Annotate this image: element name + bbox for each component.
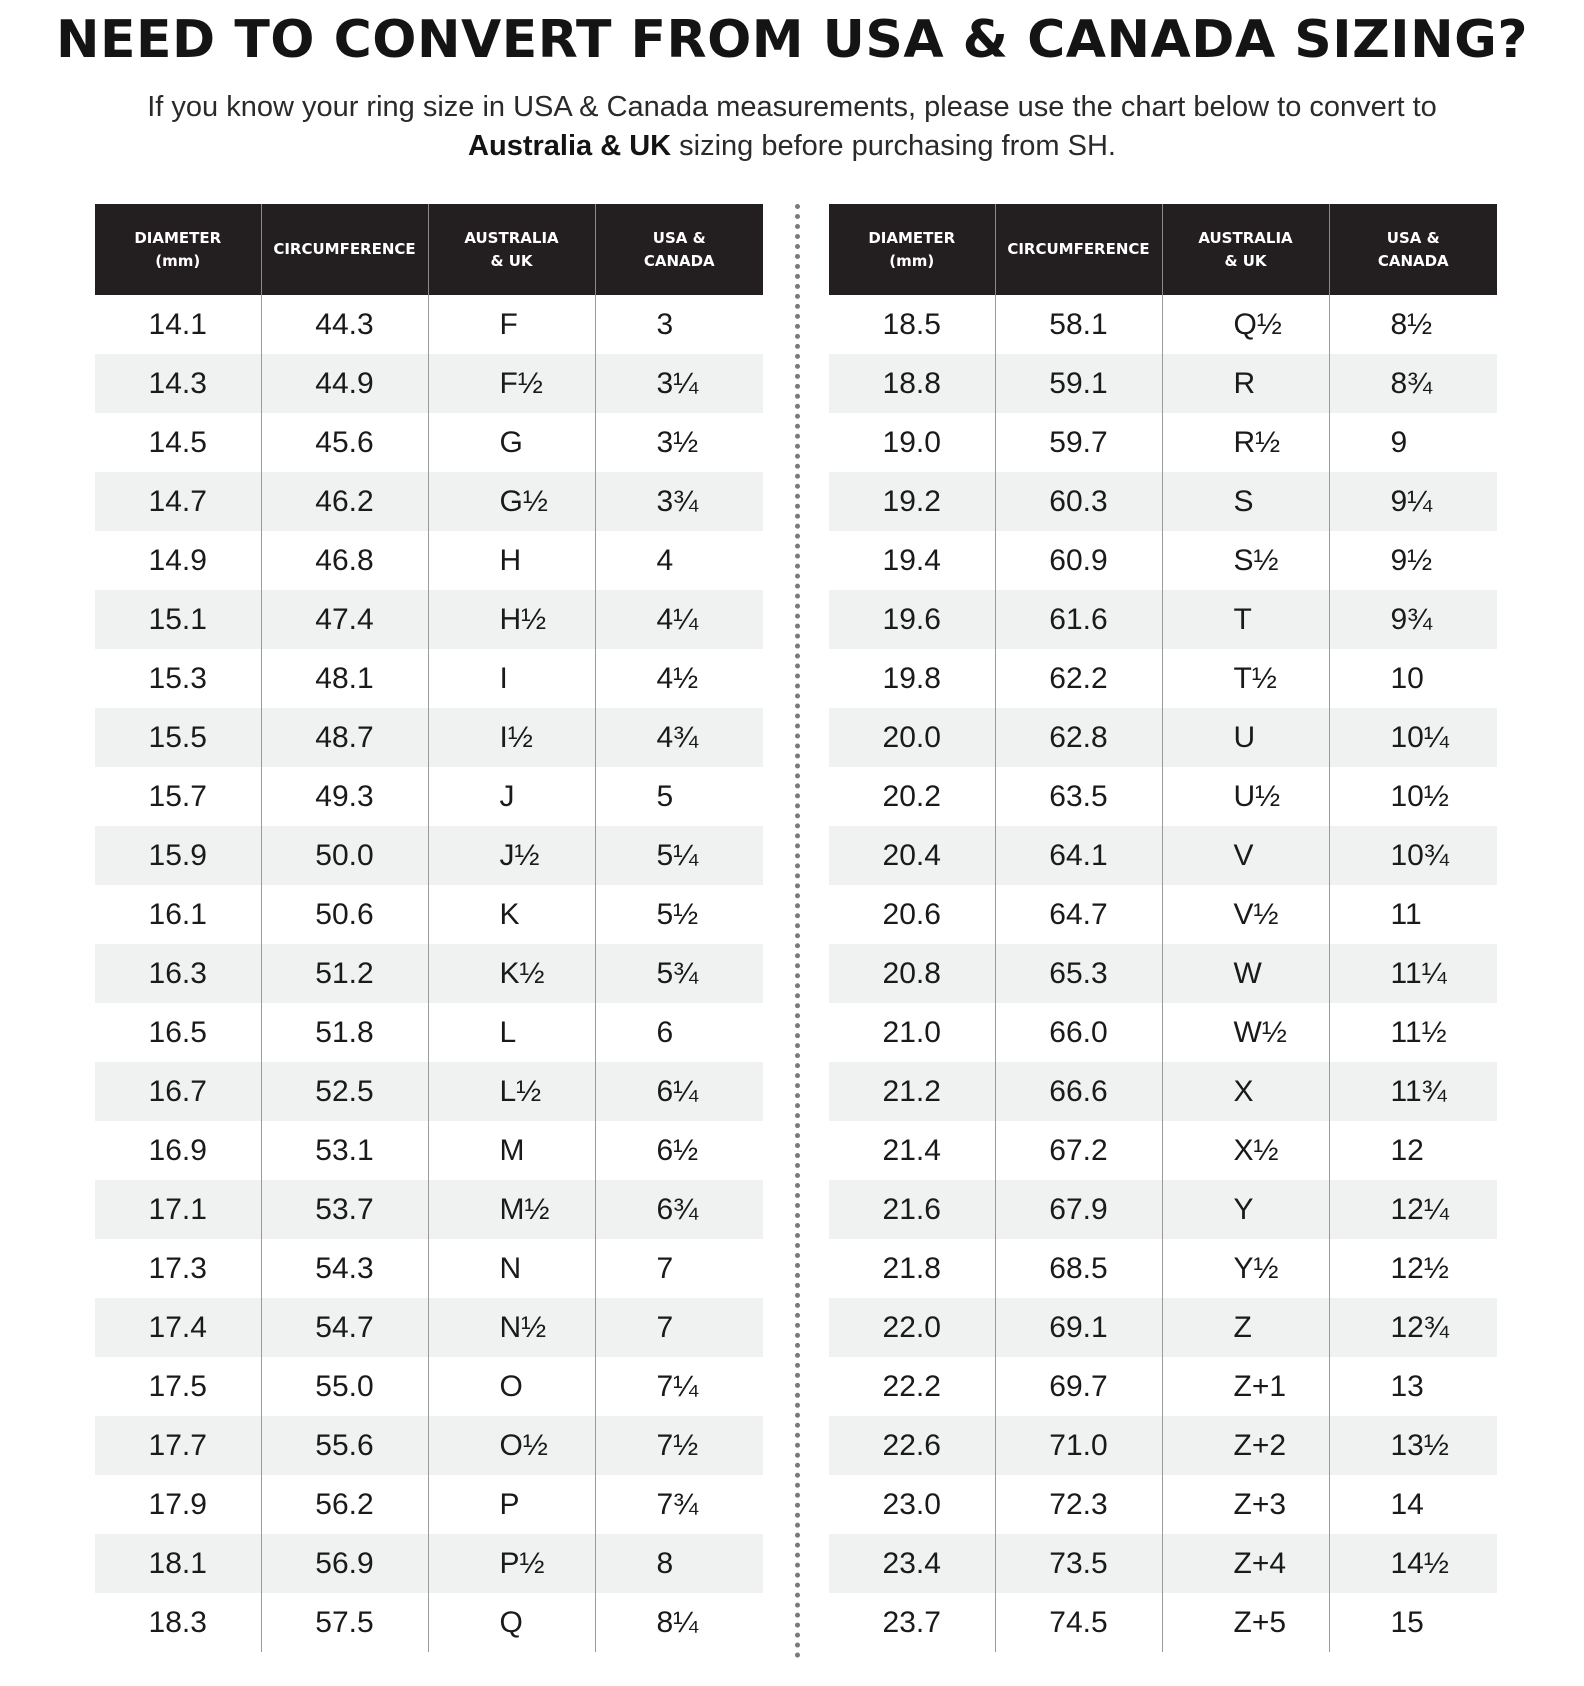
table-row xyxy=(95,1062,763,1121)
cell-circumference: 60.9 xyxy=(995,531,1162,590)
cell-circumference: 69.7 xyxy=(995,1357,1162,1416)
table-row xyxy=(829,1239,1497,1298)
cell-diameter: 16.3 xyxy=(95,944,261,1003)
cell-diameter: 17.1 xyxy=(95,1180,261,1239)
cell-diameter: 18.8 xyxy=(829,354,995,413)
table-row xyxy=(95,1298,763,1357)
table-row xyxy=(829,472,1497,531)
cell-circumference: 71.0 xyxy=(995,1416,1162,1475)
table-row xyxy=(95,1593,763,1652)
cell-usa-canada: 10½ xyxy=(1329,767,1497,826)
cell-diameter: 15.5 xyxy=(95,708,261,767)
table-row xyxy=(95,1239,763,1298)
cell-australia-uk: Z+5 xyxy=(1162,1593,1329,1652)
cell-australia-uk: Y xyxy=(1162,1180,1329,1239)
cell-circumference: 54.7 xyxy=(261,1298,428,1357)
cell-usa-canada: 4¼ xyxy=(595,590,763,649)
cell-australia-uk: I½ xyxy=(428,708,595,767)
table-row xyxy=(829,295,1497,354)
cell-usa-canada: 7 xyxy=(595,1239,763,1298)
col-header-australia-uk: AUSTRALIA & UK xyxy=(428,204,595,295)
cell-usa-canada: 12¼ xyxy=(1329,1180,1497,1239)
cell-australia-uk: U xyxy=(1162,708,1329,767)
cell-australia-uk: Q xyxy=(428,1593,595,1652)
cell-circumference: 62.8 xyxy=(995,708,1162,767)
cell-diameter: 23.0 xyxy=(882,1487,941,1521)
table-row xyxy=(95,885,763,944)
table-row xyxy=(95,1003,763,1062)
cell-usa-canada: 14½ xyxy=(1329,1534,1497,1593)
table-row xyxy=(95,1475,763,1534)
cell-circumference: 46.2 xyxy=(261,472,428,531)
cell-diameter: 17.7 xyxy=(95,1416,261,1475)
cell-australia-uk: Y½ xyxy=(1162,1239,1329,1298)
table-row xyxy=(829,649,1497,708)
cell-usa-canada: 5 xyxy=(595,767,763,826)
col-header-circumference: CIRCUMFERENCE xyxy=(261,204,428,295)
table-row xyxy=(95,472,763,531)
cell-australia-uk: X xyxy=(1162,1062,1329,1121)
table-row xyxy=(829,590,1497,649)
size-table-right xyxy=(829,204,1497,1652)
cell-circumference: 47.4 xyxy=(261,590,428,649)
cell-australia-uk: J½ xyxy=(428,826,595,885)
cell-diameter: 21.6 xyxy=(829,1180,995,1239)
cell-usa-canada: 9½ xyxy=(1329,531,1497,590)
table-header-row xyxy=(829,204,1497,295)
cell-diameter: 21.2 xyxy=(829,1062,995,1121)
cell-usa-canada: 8¼ xyxy=(595,1593,763,1652)
col-header-circumference: CIRCUMFERENCE xyxy=(995,204,1162,295)
cell-circumference: 59.7 xyxy=(995,413,1162,472)
cell-circumference: 44.9 xyxy=(261,354,428,413)
cell-circumference: 67.9 xyxy=(995,1180,1162,1239)
cell-australia-uk: R xyxy=(1162,354,1329,413)
cell-circumference: 64.1 xyxy=(995,826,1162,885)
cell-diameter: 20.8 xyxy=(829,944,995,1003)
cell-usa-canada: 7¼ xyxy=(595,1357,763,1416)
cell-diameter: 15.7 xyxy=(148,779,207,813)
table-row xyxy=(829,1003,1497,1062)
cell-diameter: 15.3 xyxy=(148,661,207,695)
cell-diameter: 19.2 xyxy=(829,472,995,531)
cell-diameter: 21.4 xyxy=(882,1133,941,1167)
cell-diameter: 20.0 xyxy=(829,708,995,767)
cell-circumference: 60.3 xyxy=(995,472,1162,531)
cell-circumference: 58.1 xyxy=(995,295,1162,354)
cell-usa-canada: 7¾ xyxy=(595,1475,763,1534)
cell-usa-canada: 13½ xyxy=(1329,1416,1497,1475)
table-row xyxy=(95,590,763,649)
table-row xyxy=(829,1475,1497,1534)
cell-circumference: 66.6 xyxy=(995,1062,1162,1121)
table-row xyxy=(95,531,763,590)
cell-australia-uk: P½ xyxy=(428,1534,595,1593)
cell-circumference: 54.3 xyxy=(261,1239,428,1298)
cell-circumference: 68.5 xyxy=(995,1239,1162,1298)
cell-circumference: 53.1 xyxy=(261,1121,428,1180)
cell-usa-canada: 8¾ xyxy=(1329,354,1497,413)
cell-australia-uk: K½ xyxy=(428,944,595,1003)
table-row xyxy=(829,413,1497,472)
cell-usa-canada: 13 xyxy=(1329,1357,1497,1416)
cell-diameter: 19.4 xyxy=(882,543,941,577)
col-header-australia-uk: AUSTRALIA & UK xyxy=(1162,204,1329,295)
cell-circumference: 69.1 xyxy=(995,1298,1162,1357)
cell-usa-canada: 8 xyxy=(595,1534,763,1593)
table-row xyxy=(829,826,1497,885)
cell-usa-canada: 12 xyxy=(1329,1121,1497,1180)
table-row xyxy=(95,1416,763,1475)
cell-circumference: 48.1 xyxy=(261,649,428,708)
cell-usa-canada: 6¼ xyxy=(595,1062,763,1121)
cell-diameter: 23.7 xyxy=(882,1605,941,1639)
table-row xyxy=(95,1357,763,1416)
cell-diameter: 14.1 xyxy=(148,307,207,341)
cell-diameter: 17.9 xyxy=(148,1487,207,1521)
cell-australia-uk: X½ xyxy=(1162,1121,1329,1180)
cell-circumference: 66.0 xyxy=(995,1003,1162,1062)
cell-circumference: 57.5 xyxy=(261,1593,428,1652)
cell-diameter: 15.1 xyxy=(95,590,261,649)
table-row xyxy=(95,767,763,826)
cell-usa-canada: 6 xyxy=(595,1003,763,1062)
cell-diameter: 16.7 xyxy=(95,1062,261,1121)
cell-australia-uk: N½ xyxy=(428,1298,595,1357)
table-row xyxy=(829,1062,1497,1121)
cell-diameter: 16.5 xyxy=(148,1015,207,1049)
cell-usa-canada: 7 xyxy=(595,1298,763,1357)
table-row xyxy=(829,531,1497,590)
subtitle-line-1: If you know your ring size in USA & Canada measurements, please use the chart below to convert to xyxy=(147,91,1437,123)
cell-circumference: 52.5 xyxy=(261,1062,428,1121)
cell-australia-uk: Q½ xyxy=(1162,295,1329,354)
table-header-row xyxy=(95,204,763,295)
cell-usa-canada: 5½ xyxy=(595,885,763,944)
cell-usa-canada: 9¼ xyxy=(1329,472,1497,531)
subtitle-line-2 xyxy=(0,127,1584,166)
cell-diameter: 17.4 xyxy=(95,1298,261,1357)
table-row xyxy=(95,826,763,885)
cell-australia-uk: S½ xyxy=(1162,531,1329,590)
table-row xyxy=(95,1180,763,1239)
table-row xyxy=(95,944,763,1003)
size-table-left xyxy=(95,204,763,1652)
table-row xyxy=(829,708,1497,767)
cell-usa-canada: 10 xyxy=(1329,649,1497,708)
cell-circumference: 51.2 xyxy=(261,944,428,1003)
cell-circumference: 53.7 xyxy=(261,1180,428,1239)
table-row xyxy=(829,1357,1497,1416)
table-row xyxy=(829,1416,1497,1475)
cell-diameter: 17.5 xyxy=(148,1369,207,1403)
cell-usa-canada: 4 xyxy=(595,531,763,590)
cell-circumference: 64.7 xyxy=(995,885,1162,944)
cell-usa-canada: 9¾ xyxy=(1329,590,1497,649)
cell-australia-uk: O xyxy=(428,1357,595,1416)
cell-australia-uk: Z+1 xyxy=(1162,1357,1329,1416)
table-row xyxy=(95,1121,763,1180)
cell-circumference: 51.8 xyxy=(261,1003,428,1062)
table-row xyxy=(829,1593,1497,1652)
cell-circumference: 55.0 xyxy=(261,1357,428,1416)
page-subtitle xyxy=(0,88,1584,166)
cell-australia-uk: G xyxy=(428,413,595,472)
cell-usa-canada: 15 xyxy=(1329,1593,1497,1652)
cell-australia-uk: T xyxy=(1162,590,1329,649)
cell-usa-canada: 11 xyxy=(1329,885,1497,944)
cell-australia-uk: P xyxy=(428,1475,595,1534)
col-header-diameter: DIAMETER (mm) xyxy=(829,204,995,295)
cell-australia-uk: H xyxy=(428,531,595,590)
cell-usa-canada: 5¾ xyxy=(595,944,763,1003)
cell-circumference: 55.6 xyxy=(261,1416,428,1475)
cell-circumference: 72.3 xyxy=(995,1475,1162,1534)
cell-circumference: 73.5 xyxy=(995,1534,1162,1593)
cell-diameter: 18.1 xyxy=(95,1534,261,1593)
cell-australia-uk: F xyxy=(428,295,595,354)
cell-usa-canada: 4¾ xyxy=(595,708,763,767)
cell-circumference: 50.0 xyxy=(261,826,428,885)
page-title: NEED TO CONVERT FROM USA & CANADA SIZING? xyxy=(55,10,1529,70)
cell-usa-canada: 11½ xyxy=(1329,1003,1497,1062)
cell-usa-canada: 4½ xyxy=(595,649,763,708)
table-row xyxy=(829,767,1497,826)
cell-usa-canada: 11¾ xyxy=(1329,1062,1497,1121)
cell-australia-uk: V½ xyxy=(1162,885,1329,944)
cell-australia-uk: W½ xyxy=(1162,1003,1329,1062)
subtitle-rest-text: sizing before purchasing from SH. xyxy=(671,130,1116,162)
cell-usa-canada: 12½ xyxy=(1329,1239,1497,1298)
cell-australia-uk: F½ xyxy=(428,354,595,413)
cell-usa-canada: 3¼ xyxy=(595,354,763,413)
cell-usa-canada: 6¾ xyxy=(595,1180,763,1239)
cell-circumference: 63.5 xyxy=(995,767,1162,826)
table-row xyxy=(95,708,763,767)
cell-australia-uk: K xyxy=(428,885,595,944)
cell-circumference: 50.6 xyxy=(261,885,428,944)
table-row xyxy=(95,295,763,354)
table-row xyxy=(829,354,1497,413)
cell-usa-canada: 3½ xyxy=(595,413,763,472)
table-row xyxy=(829,1180,1497,1239)
cell-usa-canada: 3 xyxy=(595,295,763,354)
cell-usa-canada: 9 xyxy=(1329,413,1497,472)
cell-diameter: 19.6 xyxy=(829,590,995,649)
cell-diameter: 20.4 xyxy=(829,826,995,885)
cell-australia-uk: W xyxy=(1162,944,1329,1003)
cell-australia-uk: Z xyxy=(1162,1298,1329,1357)
table-row xyxy=(829,1534,1497,1593)
cell-australia-uk: M xyxy=(428,1121,595,1180)
cell-australia-uk: H½ xyxy=(428,590,595,649)
cell-usa-canada: 11¼ xyxy=(1329,944,1497,1003)
cell-diameter: 21.0 xyxy=(882,1015,941,1049)
cell-diameter: 23.4 xyxy=(829,1534,995,1593)
cell-circumference: 45.6 xyxy=(261,413,428,472)
cell-australia-uk: J xyxy=(428,767,595,826)
cell-circumference: 56.9 xyxy=(261,1534,428,1593)
col-header-usa-canada: USA & CANADA xyxy=(595,204,763,295)
cell-diameter: 19.8 xyxy=(882,661,941,695)
cell-circumference: 62.2 xyxy=(995,649,1162,708)
table-row xyxy=(95,413,763,472)
table-row xyxy=(95,354,763,413)
cell-australia-uk: T½ xyxy=(1162,649,1329,708)
table-row xyxy=(829,944,1497,1003)
dotted-divider xyxy=(795,204,800,1659)
cell-circumference: 56.2 xyxy=(261,1475,428,1534)
cell-diameter: 17.3 xyxy=(148,1251,207,1285)
table-row xyxy=(829,1121,1497,1180)
cell-australia-uk: L xyxy=(428,1003,595,1062)
cell-circumference: 48.7 xyxy=(261,708,428,767)
cell-diameter: 22.6 xyxy=(829,1416,995,1475)
cell-australia-uk: Z+3 xyxy=(1162,1475,1329,1534)
table-row xyxy=(829,1298,1497,1357)
cell-australia-uk: U½ xyxy=(1162,767,1329,826)
table-row xyxy=(829,885,1497,944)
cell-diameter: 19.0 xyxy=(882,425,941,459)
cell-australia-uk: N xyxy=(428,1239,595,1298)
cell-usa-canada: 7½ xyxy=(595,1416,763,1475)
cell-diameter: 20.6 xyxy=(882,897,941,931)
cell-circumference: 74.5 xyxy=(995,1593,1162,1652)
cell-circumference: 61.6 xyxy=(995,590,1162,649)
cell-diameter: 22.0 xyxy=(829,1298,995,1357)
cell-usa-canada: 12¾ xyxy=(1329,1298,1497,1357)
cell-circumference: 49.3 xyxy=(261,767,428,826)
cell-usa-canada: 10¾ xyxy=(1329,826,1497,885)
cell-usa-canada: 5¼ xyxy=(595,826,763,885)
cell-diameter: 14.7 xyxy=(95,472,261,531)
cell-diameter: 16.1 xyxy=(148,897,207,931)
table-row xyxy=(95,649,763,708)
cell-circumference: 59.1 xyxy=(995,354,1162,413)
subtitle-bold-text: Australia & UK xyxy=(468,130,672,162)
cell-diameter: 22.2 xyxy=(882,1369,941,1403)
cell-diameter: 20.2 xyxy=(882,779,941,813)
cell-diameter: 15.9 xyxy=(95,826,261,885)
col-header-diameter: DIAMETER (mm) xyxy=(95,204,261,295)
cell-australia-uk: R½ xyxy=(1162,413,1329,472)
cell-diameter: 16.9 xyxy=(148,1133,207,1167)
cell-usa-canada: 3¾ xyxy=(595,472,763,531)
cell-diameter: 14.9 xyxy=(148,543,207,577)
cell-usa-canada: 14 xyxy=(1329,1475,1497,1534)
cell-australia-uk: O½ xyxy=(428,1416,595,1475)
cell-usa-canada: 8½ xyxy=(1329,295,1497,354)
cell-australia-uk: S xyxy=(1162,472,1329,531)
cell-australia-uk: Z+4 xyxy=(1162,1534,1329,1593)
cell-australia-uk: G½ xyxy=(428,472,595,531)
table-row xyxy=(95,1534,763,1593)
cell-diameter: 21.8 xyxy=(882,1251,941,1285)
cell-diameter: 14.3 xyxy=(95,354,261,413)
cell-australia-uk: L½ xyxy=(428,1062,595,1121)
cell-australia-uk: Z+2 xyxy=(1162,1416,1329,1475)
cell-circumference: 67.2 xyxy=(995,1121,1162,1180)
cell-australia-uk: M½ xyxy=(428,1180,595,1239)
cell-circumference: 46.8 xyxy=(261,531,428,590)
cell-diameter: 14.5 xyxy=(148,425,207,459)
cell-australia-uk: I xyxy=(428,649,595,708)
cell-diameter: 18.5 xyxy=(882,307,941,341)
col-header-usa-canada: USA & CANADA xyxy=(1329,204,1497,295)
cell-usa-canada: 6½ xyxy=(595,1121,763,1180)
cell-australia-uk: V xyxy=(1162,826,1329,885)
cell-circumference: 44.3 xyxy=(261,295,428,354)
cell-diameter: 18.3 xyxy=(148,1605,207,1639)
cell-circumference: 65.3 xyxy=(995,944,1162,1003)
cell-usa-canada: 10¼ xyxy=(1329,708,1497,767)
